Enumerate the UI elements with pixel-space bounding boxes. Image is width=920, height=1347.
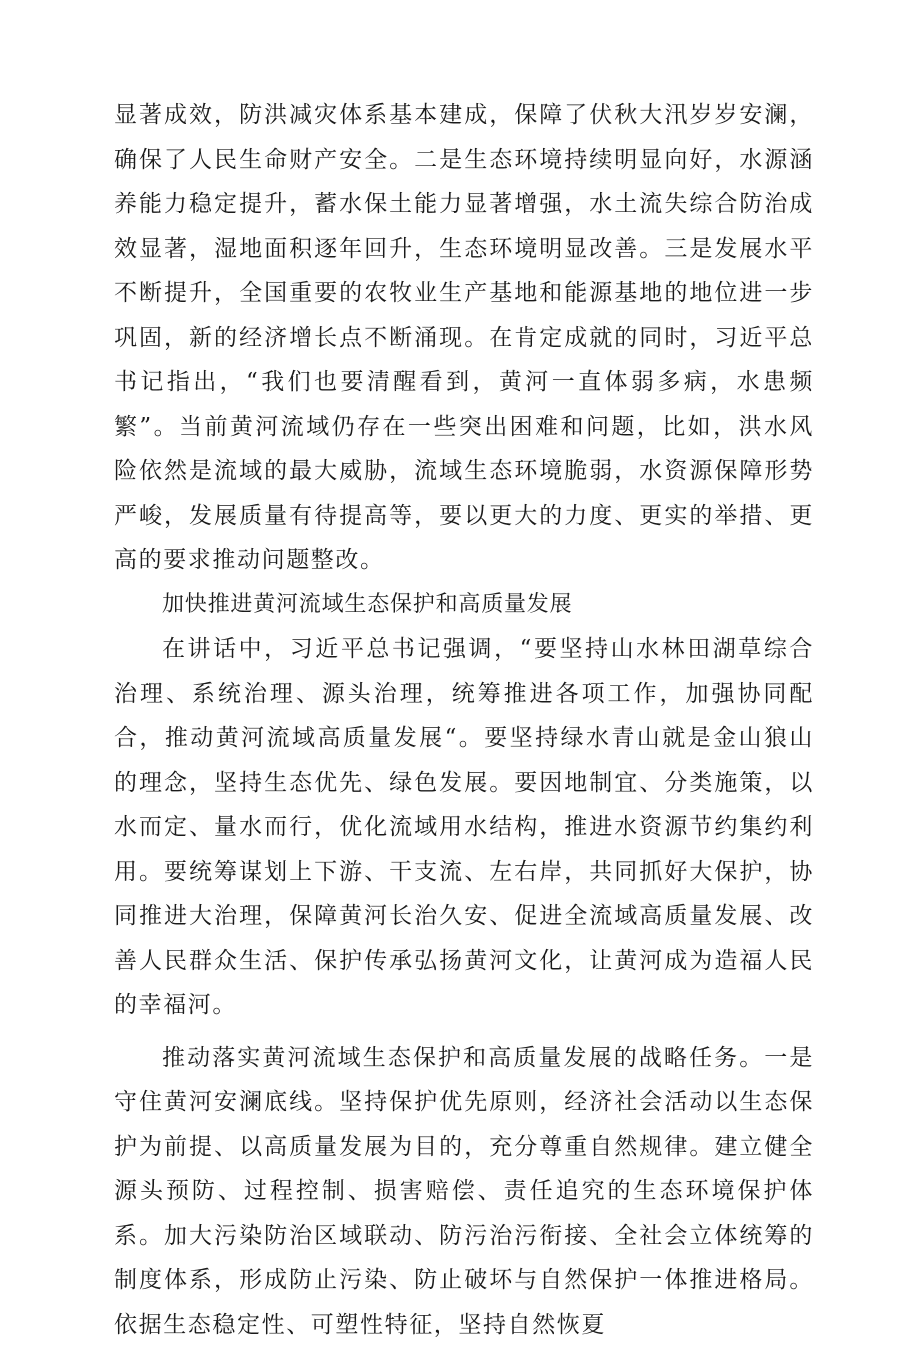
body-paragraph-3: 推动落实黄河流域生态保护和高质量发展的战略任务。一是守住黄河安澜底线。坚持保护优先原则，经济社会活动以生态保护为前提、以高质量发展为目的，充分尊重自然规律。建立健全源头预防、过程控制、损害赔偿、责任追究的生态环境保护体系。加大污染防治区域联动、防污治污衔接、全社会立体统筹的制度体系，形成防止污染、防止破坏与自然保护一体推进格局。依据生态稳定性、可塑性特征，坚持自然恢夏	[114, 1036, 814, 1347]
body-paragraph-1: 显著成效，防洪减灾体系基本建成，保障了伏秋大汛岁岁安澜，确保了人民生命财产安全。二是生态环境持续明显向好，水源涵养能力稳定提升，蓄水保土能力显著增强，水土流失综合防治成效显著，湿地面积逐年回升，生态环境明显改善。三是发展水平不断提升，全国重要的农牧业生产基地和能源基地的地位进一步巩固，新的经济增长点不断涌现。在肯定成就的同时，习近平总书记指出，“我们也要清醒看到，黄河一直体弱多病，水患频繁”。当前黄河流域仍存在一些突出困难和问题，比如，洪水风险依然是流域的最大威胁，流域生态环境脆弱，水资源保障形势严峻，发展质量有待提高等，要以更大的力度、更实的举措、更高的要求推动问题整改。	[114, 93, 814, 583]
document-body	[114, 93, 814, 1347]
body-paragraph-2: 在讲话中，习近平总书记强调，“要坚持山水林田湖草综合治理、系统治理、源头治理，统筹推进各项工作，加强协同配合，推动黄河流域高质量发展“。要坚持绿水青山就是金山狼山的理念，坚持生态优先、绿色发展。要因地制宜、分类施策，以水而定、量水而行，优化流域用水结构，推进水资源节约集约利用。要统筹谋划上下游、干支流、左右岸，共同抓好大保护，协同推进大治理，保障黄河长治久安、促进全流域高质量发展、改善人民群众生活、保护传承弘扬黄河文化，让黄河成为造福人民的幸福河。	[114, 627, 814, 1028]
section-heading: 加快推进黄河流域生态保护和高质量发展	[114, 583, 814, 628]
